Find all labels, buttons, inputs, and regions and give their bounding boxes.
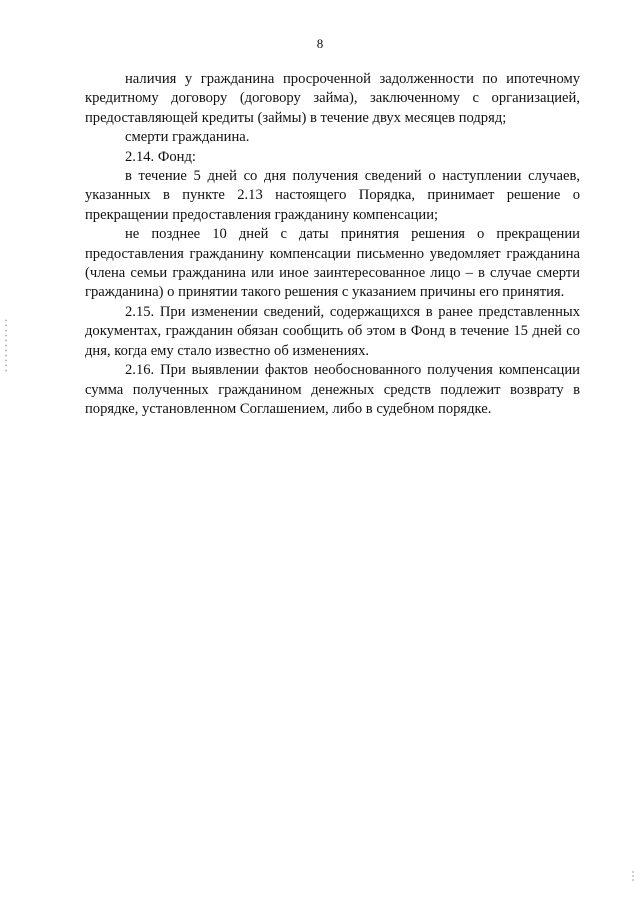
scan-artifact-dots (5, 318, 7, 372)
paragraph-death-of-citizen: смерти гражданина. (125, 129, 250, 146)
paragraph-2-16: 2.16. При выявлении фактов необоснованного получения компенсации сумма полученных гражданином денежных средств подлежит возврату в порядке, установленном Соглашением, либо в судебном порядке. (85, 362, 580, 417)
paragraph-2-14-heading: 2.14. Фонд: (125, 148, 196, 165)
paragraph-2-14-notification: не позднее 10 дней с даты принятия решения о прекращении предоставления гражданину компенсации письменно уведомляет гражданина (члена семьи гражданина или иное заинтересованное лицо – в случае смерти гражданина) о принятии такого решения с указанием причины его принятия. (85, 226, 580, 301)
scan-artifact-dots-corner (632, 870, 634, 882)
paragraph-overdue-debt: наличия у гражданина просроченной задолженности по ипотечному кредитному договору (договору займа), заключенному с организацией, предоставляющей кредиты (займы) в течение двух месяцев подряд; (85, 71, 580, 126)
paragraph-2-14-decision: в течение 5 дней со дня получения сведений о наступлении случаев, указанных в пункте 2.13 настоящего Порядка, принимает решение о прекращении предоставления гражданину компенсации; (85, 168, 580, 223)
paragraph-2-15: 2.15. При изменении сведений, содержащихся в ранее представленных документах, гражданин обязан сообщить об этом в Фонд в течение 15 дней со дня, когда ему стало известно об изменениях. (85, 303, 580, 359)
document-body (85, 70, 580, 419)
page-number: 8 (316, 36, 324, 51)
